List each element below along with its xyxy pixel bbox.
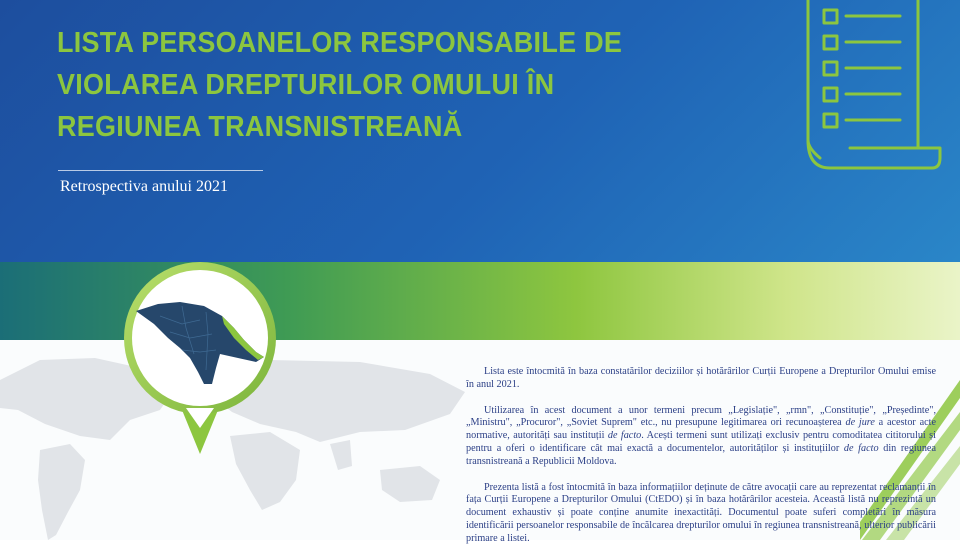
subtitle: Retrospectiva anului 2021 [60, 178, 228, 195]
title-line-1: LISTA PERSOANELOR RESPONSABILE DE [57, 27, 623, 59]
scroll-checklist-icon [790, 0, 950, 180]
title-line-2: VIOLAREA DREPTURILOR OMULUI ÎN [57, 69, 555, 101]
body-text [466, 366, 936, 559]
title-line-3: REGIUNEA TRANSNISTREANĂ [57, 111, 463, 143]
page-title [57, 22, 727, 148]
paragraph-3: Prezenta listă a fost întocmită în baza informațiilor deținute de către avocații care au reprezentat reclamanții în fața Curții Europene a Drepturilor Omului (CtEDO) și în baza hotărârilor acesteia. Această listă nu reprezintă un document exhaustiv și poate conține anumite inexactități. Documentul poate suferi completări în măsura identificării persoanelor responsabile de încălcarea drepturilor omului în regiunea transnistreană, ulterior publicării primare a listei. [466, 481, 936, 544]
moldova-map-icon [120, 258, 280, 456]
paragraph-1: Lista este întocmită în baza constatărilor deciziilor și hotărârilor Curții Europene a Drepturilor Omului emise în anul 2021. [466, 366, 936, 390]
paragraph-2: Utilizarea în acest document a unor termeni precum „Legislație", „rmn", „Constituție", „Președinte", „Ministru", „Procuror", „Soviet Suprem" etc., nu presupune legitimarea ori recunoașterea de jure a acestor acte normative, autorități sau instituții de facto. Acești termeni sunt utilizați exclusiv pentru comoditatea cititorului și pentru a oferi o identificare cât mai exactă a documentelor, autorităților și instituțiilor de facto din regiunea transnistreană a Republicii Moldova. [466, 404, 936, 467]
title-divider [58, 170, 263, 171]
